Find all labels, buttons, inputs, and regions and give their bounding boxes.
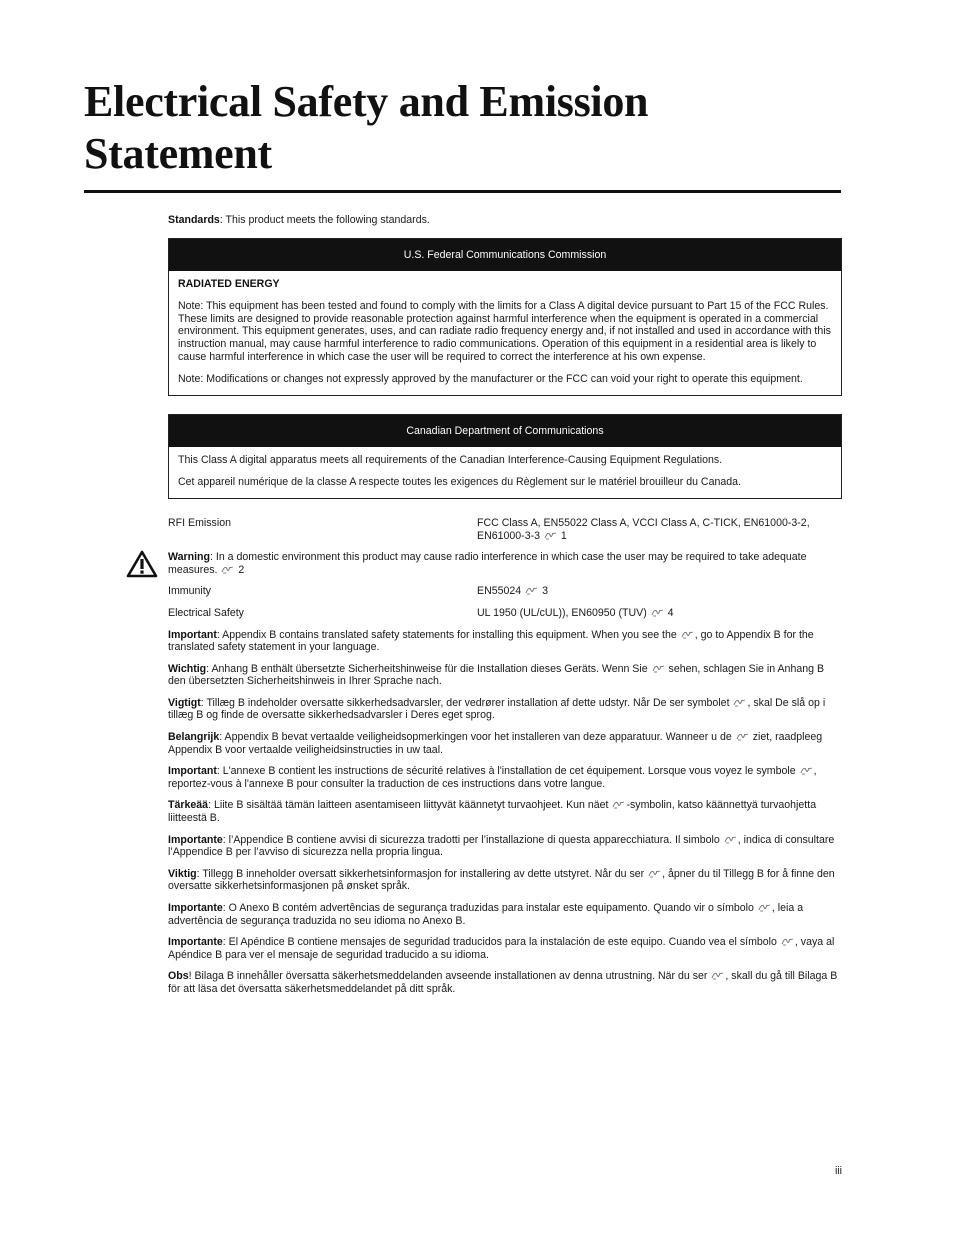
fcc-box-header: U.S. Federal Communications Commission <box>169 239 841 271</box>
translation-label: Important <box>168 628 217 641</box>
fcc-note-2: Note: Modifications or changes not expressly approved by the manufacturer or the FCC can void your right to operate this equipment. <box>178 373 803 386</box>
canada-box-header: Canadian Department of Communications <box>169 415 841 447</box>
main-content <box>168 214 842 1005</box>
page-number: iii <box>834 1165 842 1177</box>
hand-pointer-icon <box>800 765 813 775</box>
translation-text-after: , skal De slå op i tillæg B og finde de oversatte sikkerhedsadvarsler i Deres eget sprog. <box>168 696 826 722</box>
translation-text-before: : Tillegg B inneholder oversatt sikkerhetsinformasjon for installering av dette utstyret. Når du ser <box>196 867 645 880</box>
translation-text-before: : Liite B sisältää tämän laitteen asentamiseen liittyvät käännetyt turvaohjeet. Kun näet <box>208 799 609 812</box>
translation-label: Wichtig <box>168 662 207 675</box>
ref-number: 4 <box>667 606 674 619</box>
hand-pointer-icon <box>525 585 538 595</box>
translation-text-before: : L'annexe B contient les instructions de sécurité relatives à l'installation de cet équipement. Lorsque vous voyez le symbole <box>216 765 796 778</box>
translation-label: Important <box>168 765 217 778</box>
translation-label: Importante <box>168 902 223 914</box>
translation-text-before: ! Bilaga B innehåller översatta säkerhetsmeddelanden avseende installationen av denna utrustning. När du ser <box>188 970 708 983</box>
spec-value-immunity: EN55024 <box>477 585 522 598</box>
warning-row <box>168 551 842 576</box>
translation-text-after: , vaya al Apéndice B para ver el mensaje de seguridad traducido a su idioma. <box>168 936 835 961</box>
standards-label: Standards <box>168 214 220 226</box>
translation-label: Importante <box>168 936 223 949</box>
ref-number: 1 <box>560 529 567 542</box>
translation-paragraph <box>168 731 842 756</box>
warning-label: Warning <box>168 551 210 564</box>
translation-paragraph <box>168 765 842 790</box>
spec-row-immunity <box>168 585 842 598</box>
translation-text-after: -symbolin, katso käännettyä turvaohjetta liitteestä B. <box>168 799 817 825</box>
translation-text-after: , leia a advertência de segurança traduzida no seu idioma no Anexo B. <box>168 902 804 927</box>
translation-text-after: , åpner du til Tillegg B for å finne den oversatte sikkerhetsinformasjonen på ønsket språk. <box>168 867 835 893</box>
translation-text-before: : Appendix B contains translated safety statements for installing this equipment. When you see the <box>216 628 677 641</box>
hand-pointer-icon <box>681 629 694 639</box>
translation-text-after: , indica di consultare l’Appendice B per l’avviso di sicurezza nella propria lingua. <box>168 833 835 859</box>
hand-pointer-icon <box>651 607 664 617</box>
translation-list <box>168 629 842 996</box>
hand-pointer-icon <box>652 663 665 673</box>
fcc-heading: RADIATED ENERGY <box>178 277 280 290</box>
spec-label-immunity: Immunity <box>168 585 211 598</box>
hand-pointer-icon <box>612 799 625 809</box>
translation-paragraph <box>168 936 842 961</box>
hand-pointer-icon <box>648 868 661 878</box>
translation-paragraph <box>168 834 842 859</box>
translation-label: Importante <box>168 833 223 846</box>
translation-paragraph <box>168 868 842 893</box>
translation-text-before: : Tillæg B indeholder oversatte sikkerhedsadvarsler, der vedrører installation af dette udstyr. Når De ser symbolet <box>200 696 730 709</box>
warning-text: : In a domestic environment this product may cause radio interference in which case the user may be required to take adequate measures. <box>168 551 807 576</box>
translation-text-before: : l’Appendice B contiene avvisi di sicurezza tradotti per l’installazione di questa apparecchiatura. Il simbolo <box>222 833 720 846</box>
translation-paragraph <box>168 970 842 995</box>
translation-label: Viktig <box>168 867 197 880</box>
translation-paragraph <box>168 799 842 824</box>
hand-pointer-icon <box>733 697 746 707</box>
ref-number: 2 <box>238 563 245 576</box>
translation-text-after: , reportez-vous à l'annexe B pour consulter la traduction de ces instructions dans votre langue. <box>168 765 817 790</box>
spec-label-rfi: RFI Emission <box>168 516 231 529</box>
title-rule <box>84 190 841 193</box>
standards-text: : This product meets the following standards. <box>219 214 430 226</box>
translation-paragraph <box>168 663 842 688</box>
hand-pointer-icon <box>711 970 724 980</box>
translation-paragraph <box>168 629 842 654</box>
spec-value-rfi: FCC Class A, EN55022 Class A, VCCI Class A, C-TICK, EN61000-3-2, EN61000-3-3 <box>477 516 810 542</box>
hand-pointer-icon <box>221 564 234 574</box>
page-title: Electrical Safety and Emission Statement <box>84 77 649 178</box>
translation-paragraph <box>168 902 842 927</box>
ref-number: 3 <box>542 585 548 598</box>
translation-text-before: : Anhang B enthält übersetzte Sicherheitshinweise für die Installation dieses Geräts. Wenn Sie <box>206 662 648 675</box>
translation-text-before: : O Anexo B contém advertências de segurança traduzidas para instalar este equipamento. Quando vir o símbolo <box>222 902 754 914</box>
canada-box <box>168 414 842 499</box>
translation-label: Obs <box>168 970 189 983</box>
translation-paragraph <box>168 697 842 722</box>
translation-text-after: , skall du gå till Bilaga B för att läsa det översatta säkerhetsmeddelandet på ditt språk. <box>168 970 838 995</box>
spec-value-safety: UL 1950 (UL/cUL)), EN60950 (TUV) <box>477 606 647 619</box>
warning-triangle-icon <box>126 550 158 578</box>
canada-english: This Class A digital apparatus meets all requirements of the Canadian Interference-Causing Equipment Regulations. <box>178 453 723 466</box>
hand-pointer-icon <box>724 834 737 844</box>
spec-row-rfi <box>168 517 842 542</box>
hand-pointer-icon <box>544 530 557 540</box>
translation-text-before: : El Apéndice B contiene mensajes de seguridad traducidos para la instalación de este equipo. Cuando vea el símbolo <box>222 936 777 949</box>
spec-row-safety <box>168 607 842 620</box>
translation-label: Tärkeää <box>168 799 209 812</box>
fcc-note-1: Note: This equipment has been tested and found to comply with the limits for a Class A digital device pursuant to Part 15 of the FCC Rules. These limits are designed to provide reasonable protection against harmful interference when the equipment is operated in a commercial environment. This equipment generates, uses, and can radiate radio frequency energy and, if not installed and used in accordance with this instruction manual, may cause harmful interference to radio communications. Operation of this equipment in a residential area is likely to cause harmful interference in which case the user will be required to correct the interference at his own expense. <box>178 300 831 363</box>
canada-french: Cet appareil numérique de la classe A respecte toutes les exigences du Règlement sur le matériel brouilleur du Canada. <box>178 476 741 489</box>
hand-pointer-icon <box>758 902 771 912</box>
spec-label-safety: Electrical Safety <box>168 606 244 619</box>
translation-text-after: ziet, raadpleeg Appendix B voor vertaalde veiligheidsinstructies in uw taal. <box>168 731 823 756</box>
translation-label: Belangrijk <box>168 731 220 744</box>
translation-text-before: : Appendix B bevat vertaalde veiligheidsopmerkingen voor het installeren van deze apparatuur. Wanneer u de <box>219 731 732 744</box>
standards-intro <box>168 214 842 227</box>
hand-pointer-icon <box>781 936 794 946</box>
hand-pointer-icon <box>736 731 749 741</box>
translation-text-after: sehen, schlagen Sie in Anhang B den übersetzten Sicherheitshinweis in Ihrer Sprache nach. <box>168 662 825 688</box>
translation-label: Vigtigt <box>168 696 201 709</box>
translation-text-after: , go to Appendix B for the translated safety statement in your language. <box>168 628 814 654</box>
fcc-box <box>168 238 842 396</box>
